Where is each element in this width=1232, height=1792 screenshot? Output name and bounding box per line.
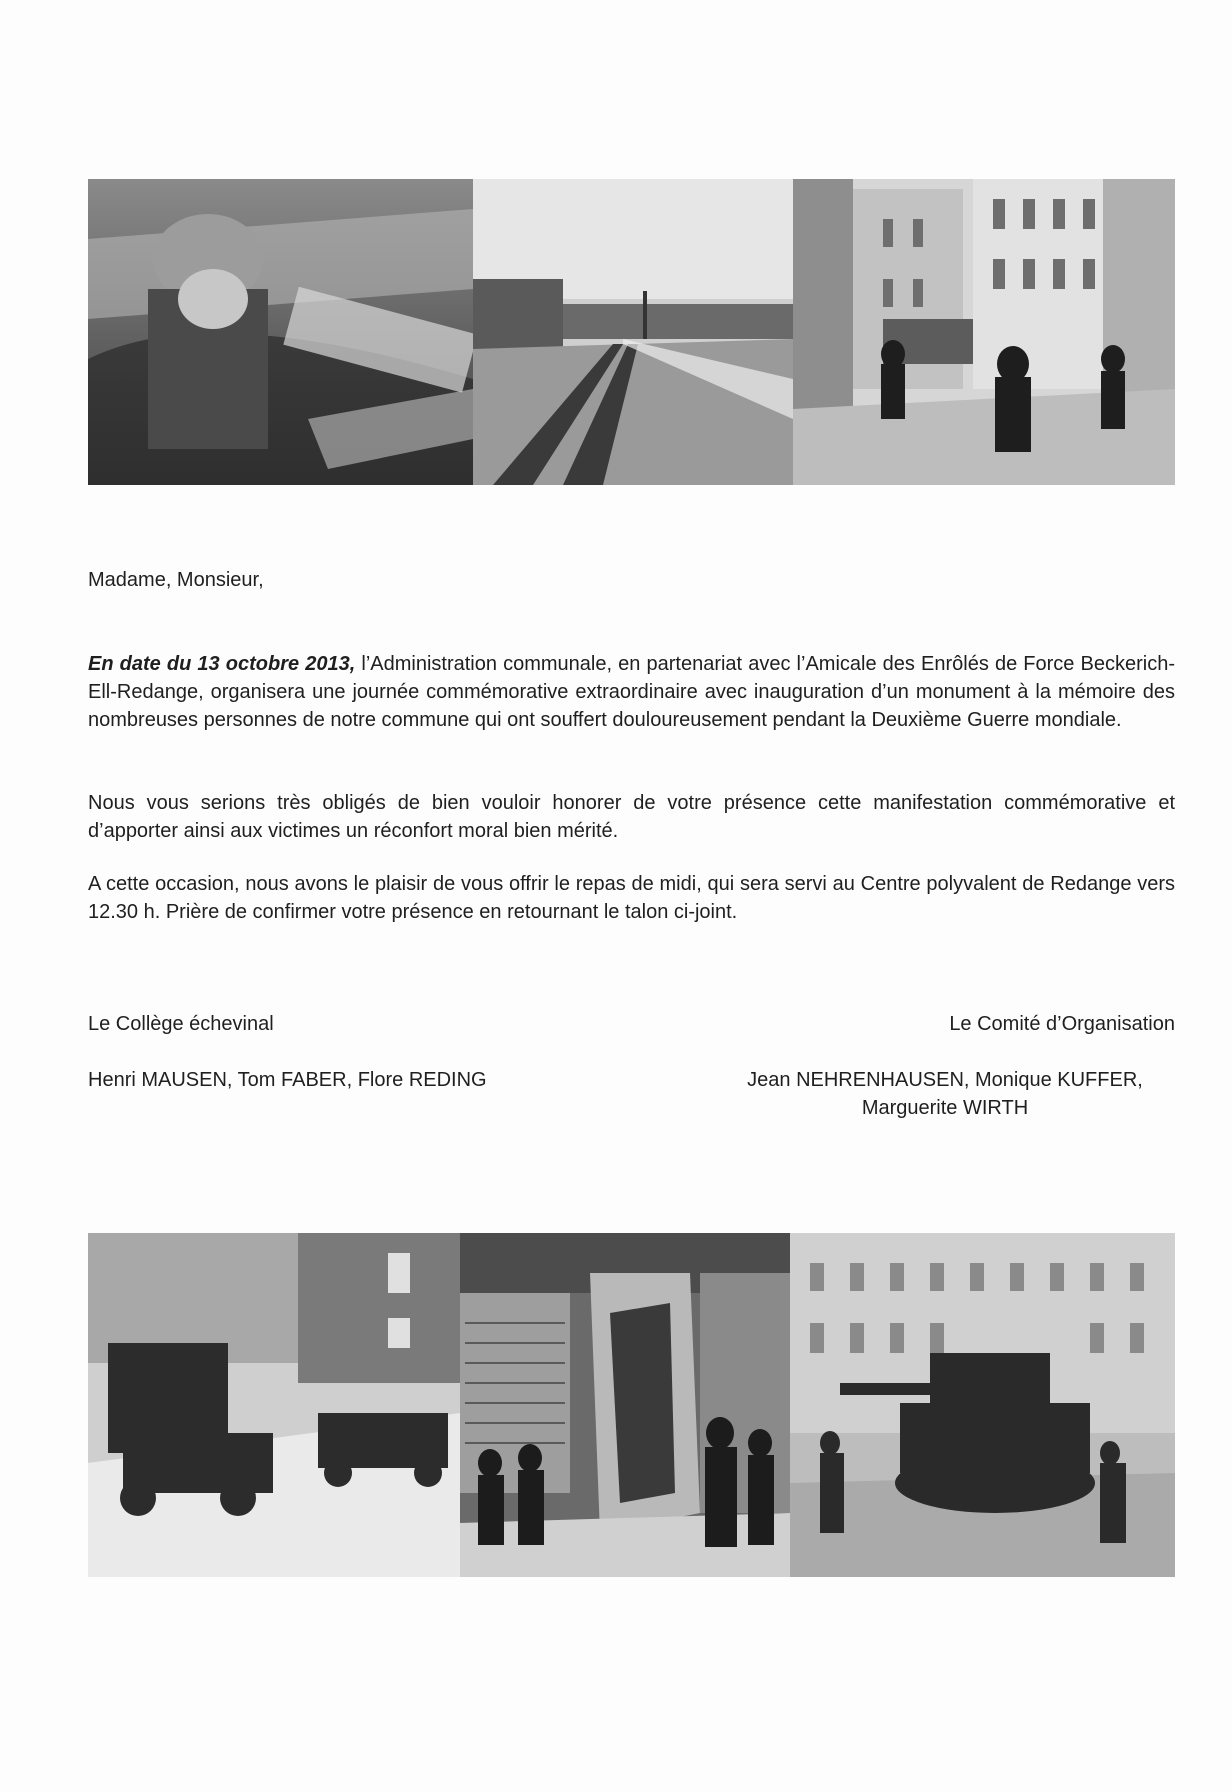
invitation-body: l’Administration communale, en partenariat avec l’Amicale des Enrôlés de Force Beckerich-Ell-Redange, organisera une journée commémorative extraordinaire avec inauguration d’un monument à la mémoire des nombreuses personnes de notre commune qui ont souffert douloureusement pendant la Deuxième Guerre mondiale.	[88, 653, 1175, 731]
signature-left	[88, 1010, 608, 1094]
event-date-lead: En date du 13 octobre 2013,	[88, 653, 356, 675]
tank-in-square-photo	[790, 1233, 1175, 1577]
paragraph-invitation	[88, 650, 1175, 734]
military-trucks-photo	[88, 1233, 460, 1577]
signature-right-names-line2: Marguerite WIRTH	[861, 1097, 1029, 1119]
signature-left-names: Henri MAUSEN, Tom FABER, Flore REDING	[88, 1069, 487, 1091]
top-photo-strip	[88, 179, 1175, 485]
bombed-building-photo	[460, 1233, 790, 1577]
signature-right	[655, 1010, 1175, 1122]
paragraph-attendance: Nous vous serions très obligés de bien vouloir honorer de votre présence cette manifestation commémorative et d’apporter ainsi aux victimes un réconfort moral bien mérité.	[88, 792, 1175, 842]
railway-station-photo	[473, 179, 793, 485]
paragraph-lunch: A cette occasion, nous avons le plaisir de vous offrir le repas de midi, qui sera servi au Centre polyvalent de Redange vers 12.30 h. Prière de confirmer votre présence en retournant le talon ci-joint.	[88, 873, 1175, 923]
signature-left-title: Le Collège échevinal	[88, 1013, 274, 1035]
signature-right-title: Le Comité d’Organisation	[949, 1013, 1175, 1035]
soldier-with-helmet-photo	[88, 179, 473, 485]
soldiers-in-street-photo	[793, 179, 1175, 485]
signature-right-names-line1: Jean NEHRENHAUSEN, Monique KUFFER,	[747, 1069, 1143, 1091]
salutation: Madame, Monsieur,	[88, 569, 264, 591]
bottom-photo-strip	[88, 1233, 1175, 1577]
